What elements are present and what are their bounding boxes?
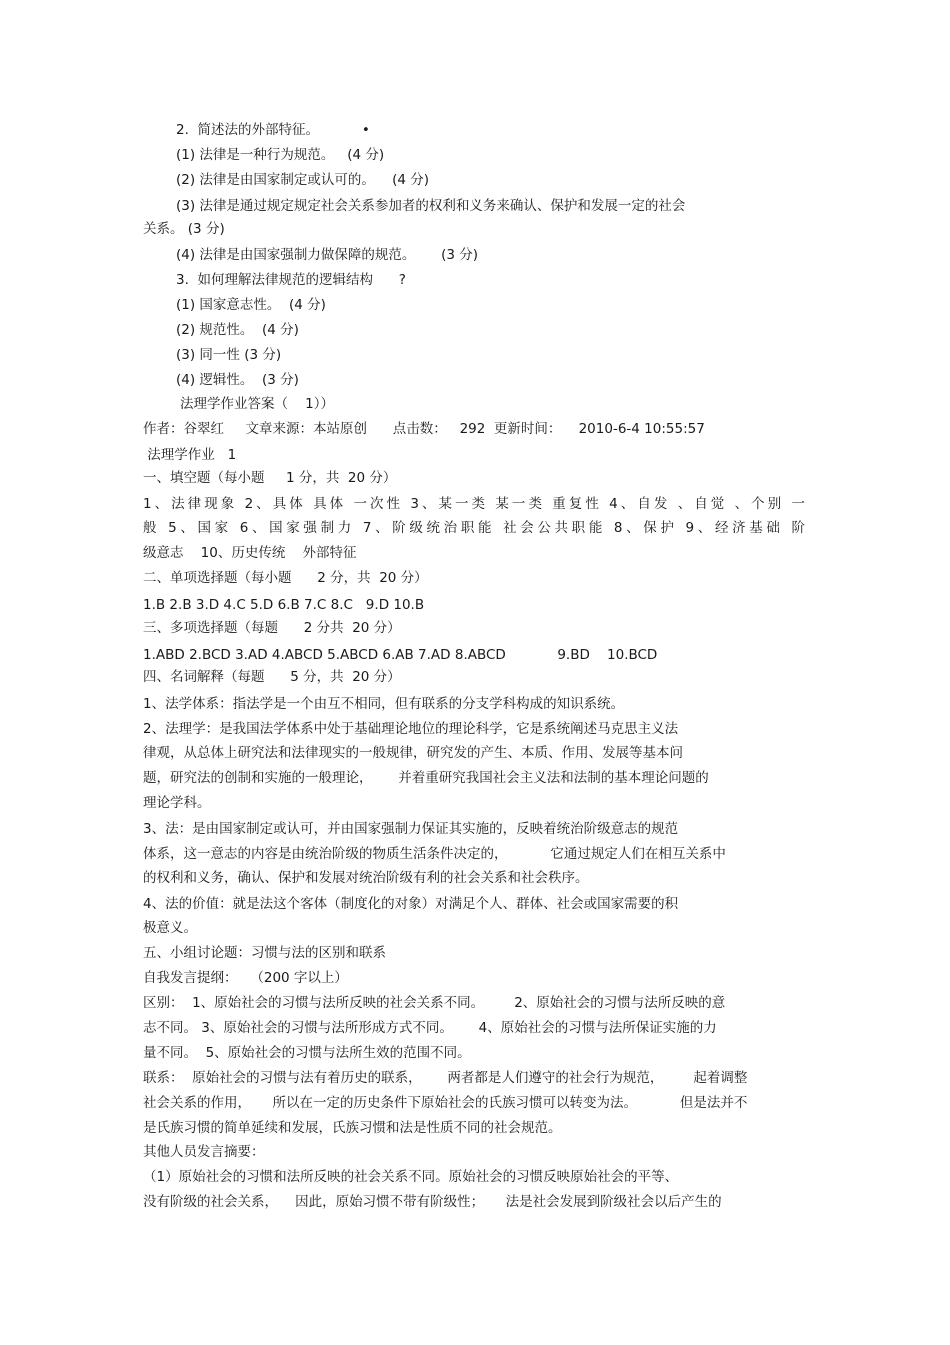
section-1-heading: 一、填空题（每小题 1 分，共 20 分） bbox=[143, 470, 397, 486]
section-3-heading: 三、多项选择题（每题 2 分共 20 分） bbox=[143, 620, 401, 636]
homework-title: 法理学作业 1 bbox=[143, 447, 237, 463]
difference-line-3: 量不同。 5、原始社会的习惯与法所生效的范围不同。 bbox=[143, 1045, 471, 1061]
self-outline-heading: 自我发言提纲： （200 字以上） bbox=[143, 970, 348, 986]
answer-2-3-cont: 关系。 (3 分) bbox=[143, 221, 225, 237]
connection-line-2: 社会关系的作用， 所以在一定的历史条件下原始社会的氏族习惯可以转变为法。 但是法并不 bbox=[143, 1095, 748, 1111]
answer-2-3: (3) 法律是通过规定规定社会关系参加者的权利和义务来确认、保护和发展一定的社会 bbox=[176, 198, 686, 214]
term-3-definition-line-3: 的权利和义务，确认、保护和发展对统治阶级有利的社会关系和社会秩序。 bbox=[143, 870, 589, 886]
answer-2-2: (2) 法律是由国家制定或认可的。 (4 分) bbox=[176, 172, 429, 188]
term-2-definition-line-4: 理论学科。 bbox=[143, 795, 211, 811]
term-4-definition-line-2: 极意义。 bbox=[143, 920, 197, 936]
term-2-definition-line-3: 题，研究法的创制和实施的一般理论， 并着重研究我国社会主义法和法制的基本理论问题的 bbox=[143, 770, 709, 786]
answer-3-2: (2) 规范性。 (4 分) bbox=[176, 322, 299, 338]
answer-2-1: (1) 法律是一种行为规范。 (4 分) bbox=[176, 147, 385, 163]
difference-line-1: 区别： 1、原始社会的习惯与法所反映的社会关系不同。 2、原始社会的习惯与法所反映的意 bbox=[143, 995, 726, 1011]
section-3-answers: 1.ABD 2.BCD 3.AD 4.ABCD 5.ABCD 6.AB 7.AD 8.ABCD 9.BD 10.BCD bbox=[143, 647, 658, 663]
term-1-definition: 1、法学体系：指法学是一个由互不相同，但有联系的分支学科构成的知识系统。 bbox=[143, 696, 625, 712]
term-2-definition-line-2: 律观，从总体上研究法和法律现实的一般规律，研究发的产生、本质、作用、发展等基本问 bbox=[143, 745, 683, 761]
article-title: 法理学作业答案（ 1）） bbox=[180, 396, 335, 412]
answer-2-4: (4) 法律是由国家强制力做保障的规范。 (3 分) bbox=[176, 247, 479, 263]
term-4-definition-line-1: 4、法的价值：就是法这个客体（制度化的对象）对满足个人、群体、社会或国家需要的积 bbox=[143, 896, 679, 912]
difference-line-2: 志不同。 3、原始社会的习惯与法所形成方式不同。 4、原始社会的习惯与法所保证实施的力 bbox=[143, 1020, 717, 1036]
question-3-title: 3. 如何理解法律规范的逻辑结构 ? bbox=[176, 272, 406, 288]
section-4-heading: 四、名词解释（每题 5 分，共 20 分） bbox=[143, 669, 401, 685]
section-2-heading: 二、单项选择题（每小题 2 分，共 20 分） bbox=[143, 570, 428, 586]
answer-3-4: (4) 逻辑性。 (3 分) bbox=[176, 372, 299, 388]
answer-3-3: (3) 同一性 (3 分) bbox=[176, 347, 282, 363]
connection-line-3: 是氏族习惯的简单延续和发展，氏族习惯和法是性质不同的社会规范。 bbox=[143, 1120, 562, 1136]
question-2-title: 2. 简述法的外部特征。 • bbox=[176, 122, 370, 138]
section-2-answers: 1.B 2.B 3.D 4.C 5.D 6.B 7.C 8.C 9.D 10.B bbox=[143, 597, 425, 613]
section-1-answers-line-1: 1、法律现象 2、具体 具体 一次性 3、某一类 某一类 重复性 4、自发 、自觉 、个别 一 bbox=[143, 496, 805, 512]
others-summary-line-2: 没有阶级的社会关系， 因此，原始习惯不带有阶级性； 法是社会发展到阶级社会以后产生的 bbox=[143, 1194, 722, 1210]
section-5-heading: 五、小组讨论题：习惯与法的区别和联系 bbox=[143, 945, 386, 961]
others-summary-line-1: （1）原始社会的习惯和法所反映的社会关系不同。原始社会的习惯反映原始社会的平等、 bbox=[143, 1169, 679, 1185]
term-3-definition-line-1: 3、法：是由国家制定或认可，并由国家强制力保证其实施的，反映着统治阶级意志的规范 bbox=[143, 821, 679, 837]
term-2-definition-line-1: 2、法理学：是我国法学体系中处于基础理论地位的理论科学，它是系统阐述马克思主义法 bbox=[143, 721, 679, 737]
section-1-answers-line-3: 级意志 10、历史传统 外部特征 bbox=[143, 545, 357, 561]
connection-line-1: 联系： 原始社会的习惯与法有着历史的联系， 两者都是人们遵守的社会行为规范， 起着调整 bbox=[143, 1070, 748, 1086]
others-summary-heading: 其他人员发言摘要： bbox=[143, 1144, 265, 1160]
article-meta: 作者：谷翠红 文章来源：本站原创 点击数： 292 更新时间： 2010-6-4 10:55:57 bbox=[143, 421, 705, 437]
term-3-definition-line-2: 体系，这一意志的内容是由统治阶级的物质生活条件决定的， 它通过规定人们在相互关系中 bbox=[143, 846, 726, 862]
answer-3-1: (1) 国家意志性。 (4 分) bbox=[176, 297, 326, 313]
section-1-answers-line-2: 般 5、国家 6、国家强制力 7、阶级统治职能 社会公共职能 8、保护 9、经济基础 阶 bbox=[143, 520, 805, 536]
